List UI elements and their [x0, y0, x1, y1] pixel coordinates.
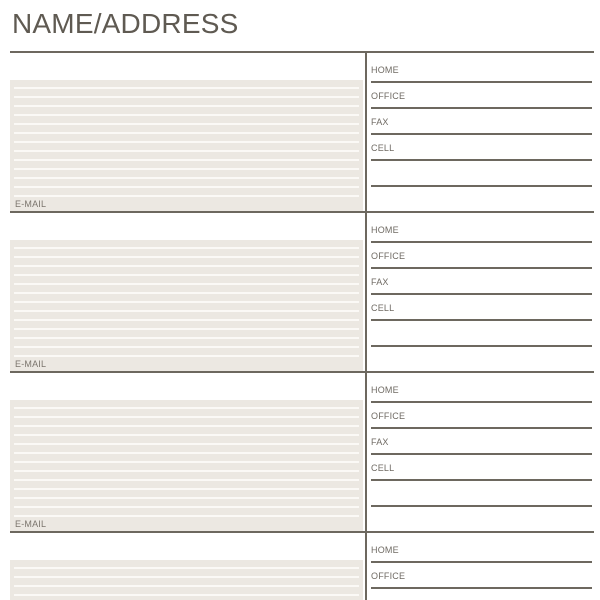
address-line	[14, 355, 359, 357]
extra-phone-field[interactable]	[371, 329, 592, 347]
address-line	[14, 186, 359, 188]
home-line	[371, 561, 592, 563]
office-phone-field[interactable]	[371, 571, 592, 589]
home-line	[371, 81, 592, 83]
address-line	[14, 150, 359, 152]
address-line	[14, 576, 359, 578]
home-phone-field[interactable]	[371, 545, 592, 563]
address-line	[14, 425, 359, 427]
address-line	[14, 443, 359, 445]
address-line	[14, 337, 359, 339]
home-label: HOME	[371, 65, 399, 75]
address-line	[14, 96, 359, 98]
fax-line	[371, 293, 592, 295]
address-line	[14, 567, 359, 569]
address-line	[14, 515, 359, 517]
cell-line	[371, 159, 592, 161]
home-label: HOME	[371, 545, 399, 555]
address-line	[14, 168, 359, 170]
office-line	[371, 587, 592, 589]
office-label: OFFICE	[371, 251, 406, 261]
address-line	[14, 452, 359, 454]
fax-field[interactable]	[371, 277, 592, 295]
home-line	[371, 401, 592, 403]
cell-label: CELL	[371, 143, 395, 153]
fax-label: FAX	[371, 437, 389, 447]
extra-phone-field[interactable]	[371, 489, 592, 507]
address-line	[14, 265, 359, 267]
fax-field[interactable]	[371, 117, 592, 135]
home-line	[371, 241, 592, 243]
address-box[interactable]	[10, 560, 363, 600]
address-line	[14, 506, 359, 508]
email-label: E-MAIL	[15, 519, 47, 529]
home-label: HOME	[371, 385, 399, 395]
office-phone-field[interactable]	[371, 411, 592, 429]
cell-line	[371, 319, 592, 321]
address-line	[14, 488, 359, 490]
address-entry	[10, 53, 594, 213]
cell-phone-field[interactable]	[371, 143, 592, 161]
address-line	[14, 292, 359, 294]
address-line	[14, 407, 359, 409]
extra-line	[371, 345, 592, 347]
home-phone-field[interactable]	[371, 225, 592, 243]
cell-phone-field[interactable]	[371, 303, 592, 321]
home-label: HOME	[371, 225, 399, 235]
office-phone-field[interactable]	[371, 91, 592, 109]
office-label: OFFICE	[371, 571, 406, 581]
address-box[interactable]	[10, 80, 363, 212]
address-line	[14, 301, 359, 303]
address-line	[14, 132, 359, 134]
address-line	[14, 319, 359, 321]
office-label: OFFICE	[371, 91, 406, 101]
address-line	[14, 416, 359, 418]
cell-line	[371, 479, 592, 481]
address-line	[14, 105, 359, 107]
home-phone-field[interactable]	[371, 385, 592, 403]
address-line	[14, 479, 359, 481]
fax-field[interactable]	[371, 437, 592, 455]
address-box[interactable]	[10, 400, 363, 532]
office-line	[371, 427, 592, 429]
fax-line	[371, 133, 592, 135]
extra-line	[371, 185, 592, 187]
address-line	[14, 274, 359, 276]
address-line	[14, 310, 359, 312]
fax-line	[371, 453, 592, 455]
address-line	[14, 141, 359, 143]
address-line	[14, 470, 359, 472]
address-line	[14, 283, 359, 285]
cell-phone-field[interactable]	[371, 463, 592, 481]
address-line	[14, 461, 359, 463]
address-line	[14, 497, 359, 499]
cell-label: CELL	[371, 303, 395, 313]
fax-label: FAX	[371, 277, 389, 287]
address-line	[14, 585, 359, 587]
address-line	[14, 434, 359, 436]
office-phone-field[interactable]	[371, 251, 592, 269]
email-label: E-MAIL	[15, 359, 47, 369]
address-line	[14, 123, 359, 125]
address-line	[14, 346, 359, 348]
address-line	[14, 159, 359, 161]
address-line	[14, 177, 359, 179]
office-line	[371, 267, 592, 269]
address-entry	[10, 213, 594, 373]
address-line	[14, 328, 359, 330]
address-line	[14, 594, 359, 596]
address-line	[14, 247, 359, 249]
address-line	[14, 195, 359, 197]
extra-phone-field[interactable]	[371, 169, 592, 187]
address-line	[14, 114, 359, 116]
address-entry	[10, 533, 594, 600]
office-line	[371, 107, 592, 109]
address-box[interactable]	[10, 240, 363, 372]
cell-label: CELL	[371, 463, 395, 473]
email-label: E-MAIL	[15, 199, 47, 209]
home-phone-field[interactable]	[371, 65, 592, 83]
address-line	[14, 256, 359, 258]
page-title: NAME/ADDRESS	[12, 8, 239, 39]
fax-label: FAX	[371, 117, 389, 127]
address-entry	[10, 373, 594, 533]
address-line	[14, 87, 359, 89]
extra-line	[371, 505, 592, 507]
office-label: OFFICE	[371, 411, 406, 421]
